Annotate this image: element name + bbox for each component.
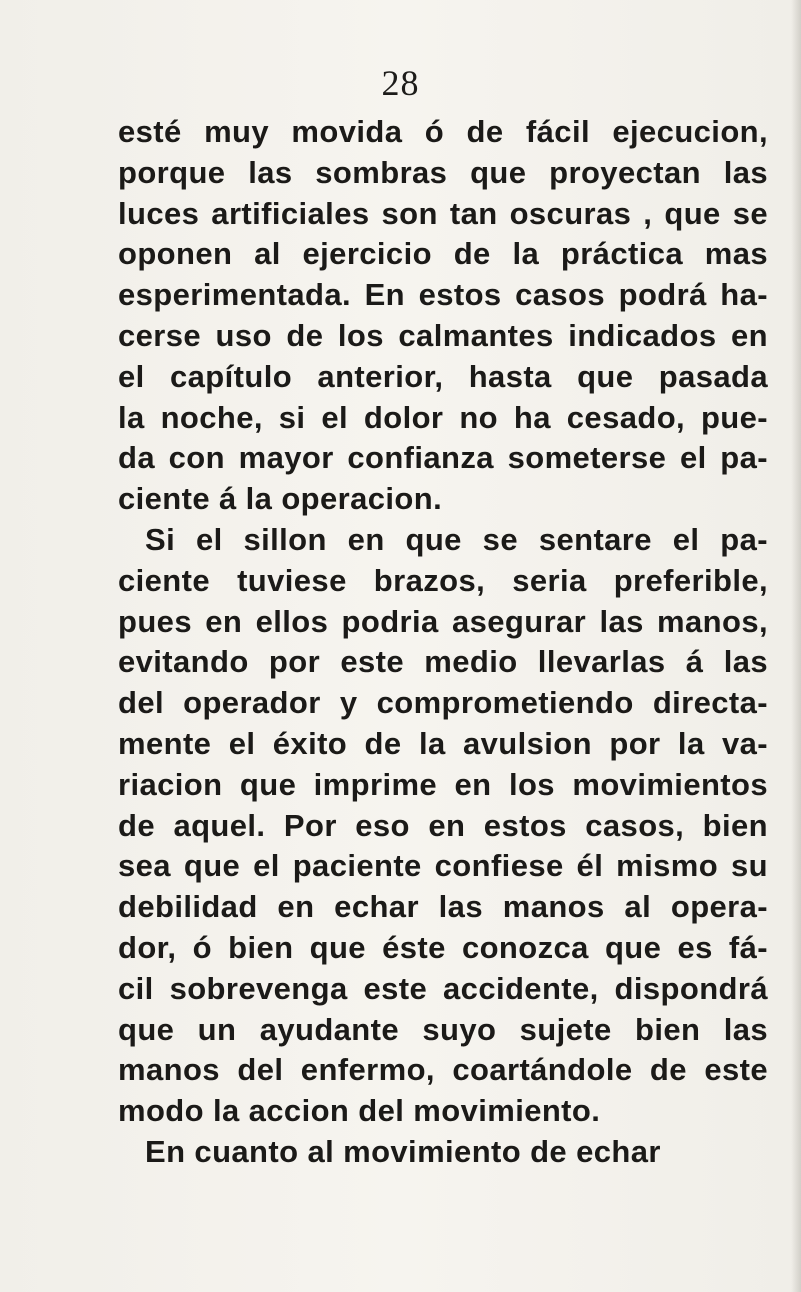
text-line: el capítulo anterior, hasta que pasada (118, 358, 768, 394)
text-line: de aquel. Por eso en estos casos, bien (118, 807, 768, 843)
text-line-paragraph-start: En cuanto al movimiento de echar (145, 1133, 661, 1169)
text-line: evitando por este medio llevarlas á las (118, 644, 768, 680)
text-line: cerse uso de los calmantes indicados en (118, 317, 768, 353)
text-line: cil sobrevenga este accidente, dispondrá (118, 970, 768, 1006)
text-line: mente el éxito de la avulsion por la va- (118, 725, 768, 761)
text-line: del operador y comprometiendo directa- (118, 685, 768, 721)
body-text (118, 112, 768, 1173)
text-line: debilidad en echar las manos al opera- (118, 889, 768, 925)
text-line: porque las sombras que proyectan las (118, 154, 768, 190)
indented-line-text: Si el sillon en que se sentare el pa- (145, 521, 768, 557)
text-line: que un ayudante suyo sujete bien las (118, 1011, 768, 1047)
text-line: sea que el paciente confiese él mismo su (118, 848, 768, 884)
text-line: riacion que imprime en los movimientos (118, 766, 768, 802)
page-edge-shadow (791, 0, 801, 1292)
text-line: manos del enfermo, coartándole de este (118, 1052, 768, 1088)
text-line: ciente tuviese brazos, seria preferible, (118, 562, 768, 598)
text-line: pues en ellos podria asegurar las manos, (118, 603, 768, 639)
text-line: esperimentada. En estos casos podrá ha- (118, 277, 768, 313)
page-number: 28 (381, 63, 420, 103)
text-line: la noche, si el dolor no ha cesado, pue- (118, 399, 768, 435)
text-line-paragraph-end: modo la accion del movimiento. (118, 1093, 601, 1129)
text-line: luces artificiales son tan oscuras , que se (118, 195, 768, 231)
text-line: da con mayor confianza someterse el pa- (118, 440, 768, 476)
text-line: dor, ó bien que éste conozca que es fá- (118, 929, 768, 965)
text-line: esté muy movida ó de fácil ejecucion, (118, 114, 768, 149)
text-line-paragraph-start (118, 520, 768, 561)
text-line-paragraph-end: ciente á la operacion. (118, 481, 443, 517)
text-line: oponen al ejercicio de la práctica mas (118, 236, 768, 272)
